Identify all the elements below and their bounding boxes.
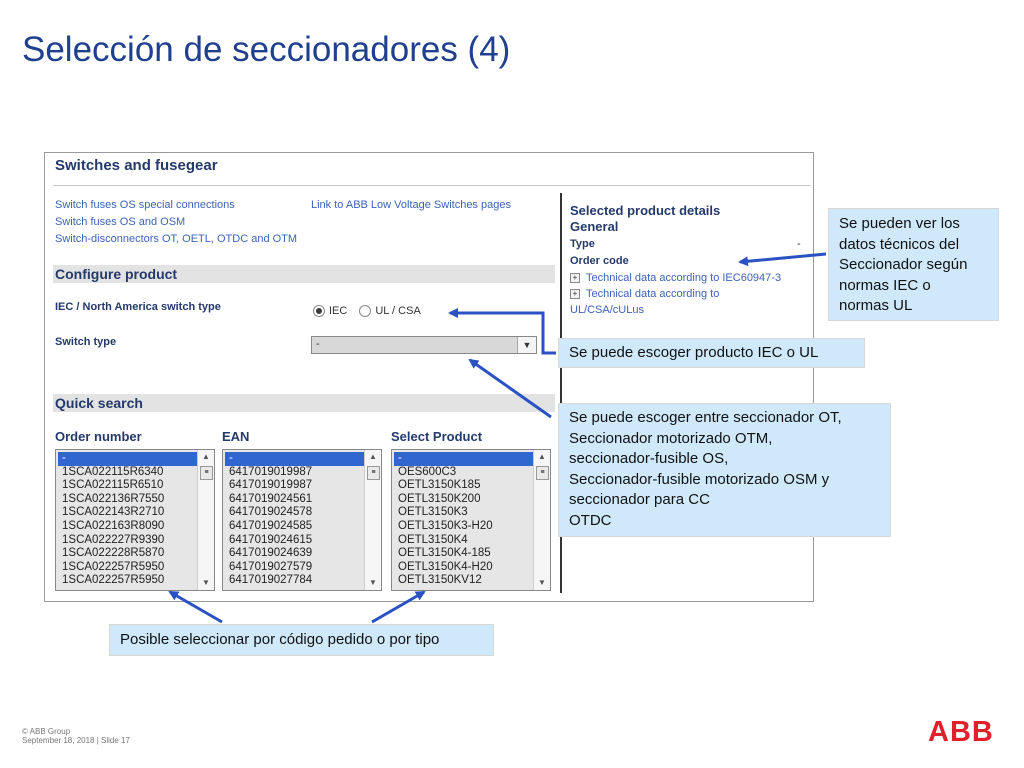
footer-date-slide: September 18, 2018 | Slide 17 [22,736,130,745]
order-number-label: Order number [55,429,142,444]
expand-icon[interactable]: + [570,289,580,299]
list-item[interactable]: 6417019024585 [229,519,313,532]
switch-standard-label: IEC / North America switch type [55,301,221,313]
footer-copyright: © ABB Group [22,727,71,736]
list-item[interactable]: 1SCA022163R8090 [62,519,165,532]
list-item[interactable]: - [225,452,365,466]
callout-iec-ul: Se puede escoger producto IEC o UL [558,338,865,368]
scroll-up-icon[interactable]: ▲ [369,452,377,461]
list-item[interactable]: 1SCA022143R2710 [62,506,165,519]
order-code-label: Order code [570,255,629,267]
list-item[interactable]: OETL3150K3-H20 [398,519,493,532]
scroll-up-icon[interactable]: ▲ [538,452,546,461]
list-item[interactable]: 6417019027579 [229,560,313,573]
link-abb-pages[interactable]: Link to ABB Low Voltage Switches pages [311,199,511,211]
arrow-iec-ul [450,313,556,353]
list-item[interactable]: OETL3150K4 [398,533,468,546]
list-item[interactable]: 6417019027784 [229,574,313,587]
expand-icon[interactable]: + [570,273,580,283]
slide-footer [22,727,130,745]
scroll-down-icon[interactable]: ▼ [202,578,210,587]
callout-line: Se puede escoger entre seccionador OT, [569,409,842,426]
type-label: Type [570,238,595,250]
callout-line: normas UL [839,297,913,314]
link-os-special[interactable]: Switch fuses OS special connections [55,199,235,211]
callout-line: seccionador-fusible OS, [569,450,729,467]
list-item[interactable]: 1SCA022115R6510 [62,479,164,492]
slide-title: Selección de seccionadores (4) [22,30,511,69]
arrow-order-number [170,592,222,622]
arrow-select-product [372,592,424,622]
radio-ul-csa-label: UL / CSA [375,305,421,317]
arrow-switch-type [470,360,551,417]
callout-line: normas IEC o [839,276,931,294]
list-item[interactable]: 1SCA022227R9390 [62,533,165,546]
ul-tech-data-text[interactable]: Technical data according to [586,288,720,300]
details-header: Selected product details [570,203,721,218]
callout-line: OTDC [569,511,612,529]
list-item[interactable]: OETL3150K200 [398,492,481,505]
quick-search-header: Quick search [53,394,555,412]
callout-line: datos técnicos del [839,235,960,253]
scroll-thumb-icon[interactable]: ≡ [367,466,380,480]
callout-order-search: Posible seleccionar por código pedido o por tipo [109,624,494,656]
scroll-thumb-icon[interactable]: ≡ [536,466,549,480]
callout-line: Seccionador motorizado OTM, [569,429,773,447]
list-item[interactable]: OETL3150K4-H20 [398,560,493,573]
chevron-down-icon[interactable]: ▼ [517,337,536,353]
link-ot-oetl[interactable]: Switch-disconnectors OT, OETL, OTDC and OTM [55,233,298,245]
callout-line: Seccionador según [839,256,968,273]
list-item[interactable]: - [58,452,198,466]
list-item[interactable]: - [394,452,534,466]
iec-tech-data-text[interactable]: Technical data according to IEC60947-3 [586,272,782,284]
select-product-label: Select Product [391,429,483,444]
switches-header: Switches and fusegear [55,157,218,174]
list-item[interactable]: 6417019019987 [229,479,313,492]
details-general: General [570,219,619,234]
ean-label: EAN [222,429,250,444]
switch-type-value: - [316,338,320,350]
abb-logo: ABB [928,716,994,748]
radio-iec-label: IEC [329,305,348,317]
type-value: - [797,238,801,250]
arrow-tech-data [740,254,826,262]
list-item[interactable]: 1SCA022228R5870 [62,547,165,560]
callout-line: Se pueden ver los [839,215,960,232]
list-item[interactable]: OETL3150K4-185 [398,547,491,560]
list-item[interactable]: 6417019024639 [229,547,313,560]
ul-tech-data-link-cont[interactable]: UL/CSA/cULus [570,304,644,316]
list-item[interactable]: 6417019019987 [229,465,313,478]
list-item[interactable]: 6417019024578 [229,506,313,519]
list-item[interactable]: 1SCA022136R7550 [62,492,165,505]
scroll-thumb-icon[interactable]: ≡ [200,466,213,480]
list-item[interactable]: 6417019024561 [229,492,313,505]
callout-line: Seccionador-fusible motorizado OSM y [569,470,830,488]
callout-line: seccionador para CC [569,491,710,508]
list-item[interactable]: 6417019024615 [229,533,313,546]
list-item[interactable]: 1SCA022115R6340 [62,465,164,478]
list-item[interactable]: OETL3150K3 [398,506,468,519]
list-item[interactable]: OETL3150KV12 [398,574,482,587]
scroll-down-icon[interactable]: ▼ [538,578,546,587]
list-item[interactable]: 1SCA022257R5950 [62,560,165,573]
list-item[interactable]: OES600C3 [398,465,457,478]
link-os-osm[interactable]: Switch fuses OS and OSM [55,216,186,228]
configure-header: Configure product [53,265,555,283]
scroll-down-icon[interactable]: ▼ [369,578,377,587]
switch-type-label: Switch type [55,336,117,348]
scroll-up-icon[interactable]: ▲ [202,452,210,461]
list-item[interactable]: 1SCA022257R5950 [62,574,165,587]
list-item[interactable]: OETL3150K185 [398,479,481,492]
